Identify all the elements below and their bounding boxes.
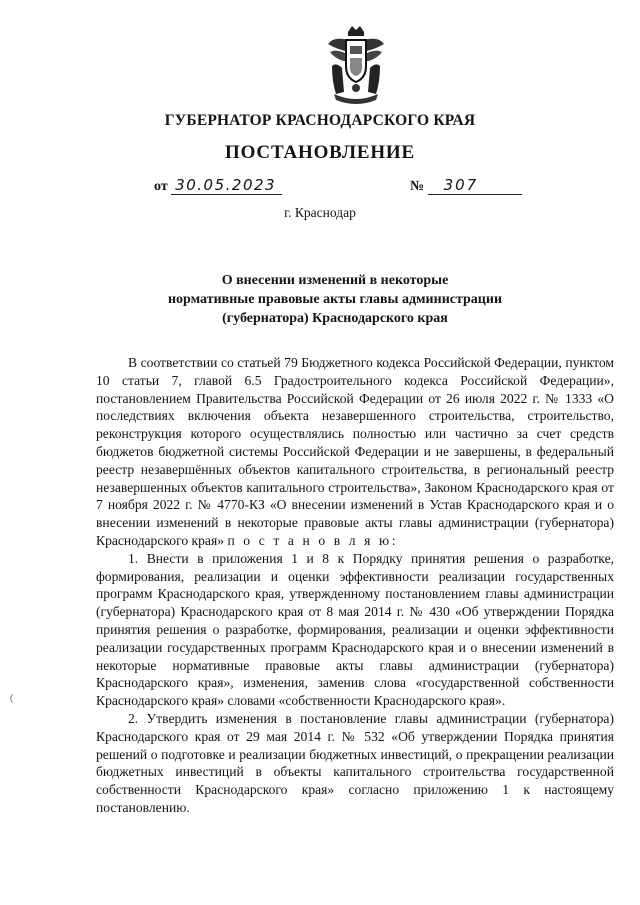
paragraph-item-2: 2. Утвердить изменения в постановление главы администрации (губернатора) Краснодарского края от 29 мая 2014 г. № 532 «Об утверждении Порядка принятия решений о подготовке и реализации бюджетных инвестиций, о прекращении реализации бюджетных инвестиций в объекты капитального строительства государственной собственности Краснодарского края» согласно приложению 1 к настоящему постановлению. [96,710,614,815]
document-type: ПОСТАНОВЛЕНИЕ [225,142,415,163]
paragraph-preamble [96,354,614,550]
title-line-1: О внесении изменений в некоторые [221,273,449,288]
margin-mark: ( [10,693,14,704]
issuing-authority: ГУБЕРНАТОР КРАСНОДАРСКОГО КРАЯ [164,112,476,129]
document-body [96,354,614,817]
date-prefix: от [154,179,168,194]
city: г. Краснодар [284,205,356,220]
document-title [100,271,570,328]
decree-word: п о с т а н о в л я ю: [227,532,399,548]
date-line [154,176,282,195]
document-date: 30.05.2023 [171,176,282,195]
number-prefix: № [410,179,425,194]
paragraph-item-1: 1. Внести в приложения 1 и 8 к Порядку принятия решения о разработке, формирования, реализации и оценки эффективности реализации государственных программ Краснодарского края, утвержденному постановлением главы администрации (губернатора) Краснодарского края от 8 мая 2014 г. № 430 «Об утверждении Порядка принятия решения о разработке, формирования, реализации и оценки эффективности реализации государственных программ Краснодарского края и о внесении изменений в некоторые нормативные правовые акты главы администрации (губернатора) Краснодарского края», изменения, заменив слова «государственной собственности Краснодарского края» словами «собственности Краснодарского края». [96,550,614,709]
coat-of-arms-icon [322,22,390,106]
number-line [410,176,522,195]
title-line-2: нормативные правовые акты главы администрации [167,292,503,307]
preamble-text: В соответствии со статьей 79 Бюджетного кодекса Российской Федерации, пунктом 10 статьи 7, главой 6.5 Градостроительного кодекса Российской Федерации», постановлением Правительства Российской Федерации от 26 июля 2022 г. № 1333 «О последствиях включения объекта незавершенного строительства, строительство, реконструкция которого осуществлялись полностью или частично за счет средств бюджетов бюджетной системы Российской Федерации и не завершены, в федеральный реестр незавершённых объектов капитального строительства, в региональный реестр незавершенных объектов капитального строительства», Законом Краснодарского края от 7 ноября 2022 г. № 4770-КЗ «О внесении изменений в Устав Краснодарского края и о внесении изменений в некоторые правовые акты главы администрации (губернатора) Краснодарского края» [96,355,614,548]
document-number: 307 [428,176,523,195]
title-line-3: (губернатора) Краснодарского края [222,311,448,326]
